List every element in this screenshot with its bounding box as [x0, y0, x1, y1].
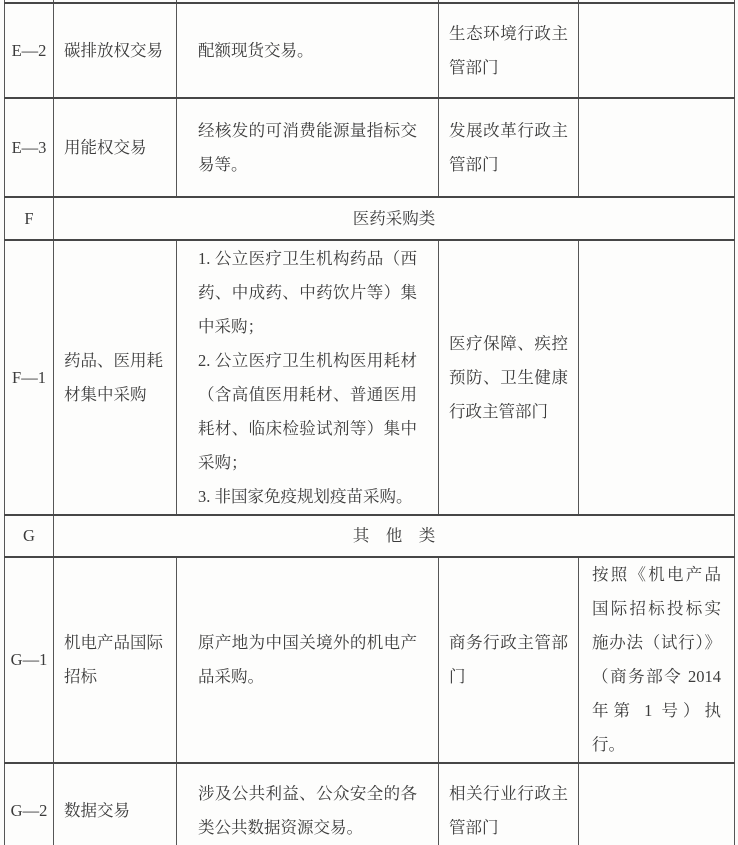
code-cell: F—1	[5, 240, 54, 515]
scope-paragraph: 2. 公立医疗卫生机构医用耗材（含高值医用耗材、普通医用耗材、临床检验试剂等）集中采购；	[198, 350, 417, 472]
name-cell: 机电产品国际招标	[54, 557, 177, 763]
table-row	[5, 3, 735, 98]
name-cell: 碳排放权交易	[54, 3, 177, 98]
scope-paragraph: 配额现货交易。	[198, 40, 314, 60]
scope-cell	[177, 240, 439, 515]
section-row	[5, 515, 735, 557]
notes-cell	[579, 98, 735, 197]
section-code-cell: F	[5, 197, 54, 240]
table-row	[5, 98, 735, 197]
table-row	[5, 240, 735, 515]
scope-cell	[177, 557, 439, 763]
code-cell: E—2	[5, 3, 54, 98]
code-cell: G—1	[5, 557, 54, 763]
notes-cell	[579, 763, 735, 845]
classification-table	[4, 0, 735, 845]
scope-paragraph: 经核发的可消费能源量指标交易等。	[198, 120, 417, 174]
name-cell: 用能权交易	[54, 98, 177, 197]
scope-paragraph: 原产地为中国关境外的机电产品采购。	[198, 633, 417, 686]
authority-cell: 医疗保障、疾控预防、卫生健康行政主管部门	[439, 240, 579, 515]
section-code-cell: G	[5, 515, 54, 557]
notes-cell: 按照《机电产品国际招标投标实施办法（试行）》（商务部令 2014 年第 1 号）执行。	[579, 557, 735, 763]
scope-paragraph: 1. 公立医疗卫生机构药品（西药、中成药、中药饮片等）集中采购；	[198, 248, 417, 336]
authority-cell: 发展改革行政主管部门	[439, 98, 579, 197]
code-cell: G—2	[5, 763, 54, 845]
scope-cell	[177, 98, 439, 197]
code-cell: E—3	[5, 98, 54, 197]
scope-paragraph: 3. 非国家免疫规划疫苗采购。	[198, 486, 413, 506]
notes-cell	[579, 3, 735, 98]
scope-cell	[177, 3, 439, 98]
table-row	[5, 557, 735, 763]
name-cell: 药品、医用耗材集中采购	[54, 240, 177, 515]
section-row	[5, 197, 735, 240]
authority-cell: 相关行业行政主管部门	[439, 763, 579, 845]
notes-cell	[579, 240, 735, 515]
scope-cell	[177, 763, 439, 845]
section-title-cell: 医药采购类	[54, 197, 735, 240]
authority-cell: 商务行政主管部门	[439, 557, 579, 763]
section-title-cell: 其 他 类	[54, 515, 735, 557]
table-row	[5, 763, 735, 845]
authority-cell: 生态环境行政主管部门	[439, 3, 579, 98]
name-cell: 数据交易	[54, 763, 177, 845]
scope-paragraph: 涉及公共利益、公众安全的各类公共数据资源交易。	[198, 784, 417, 837]
